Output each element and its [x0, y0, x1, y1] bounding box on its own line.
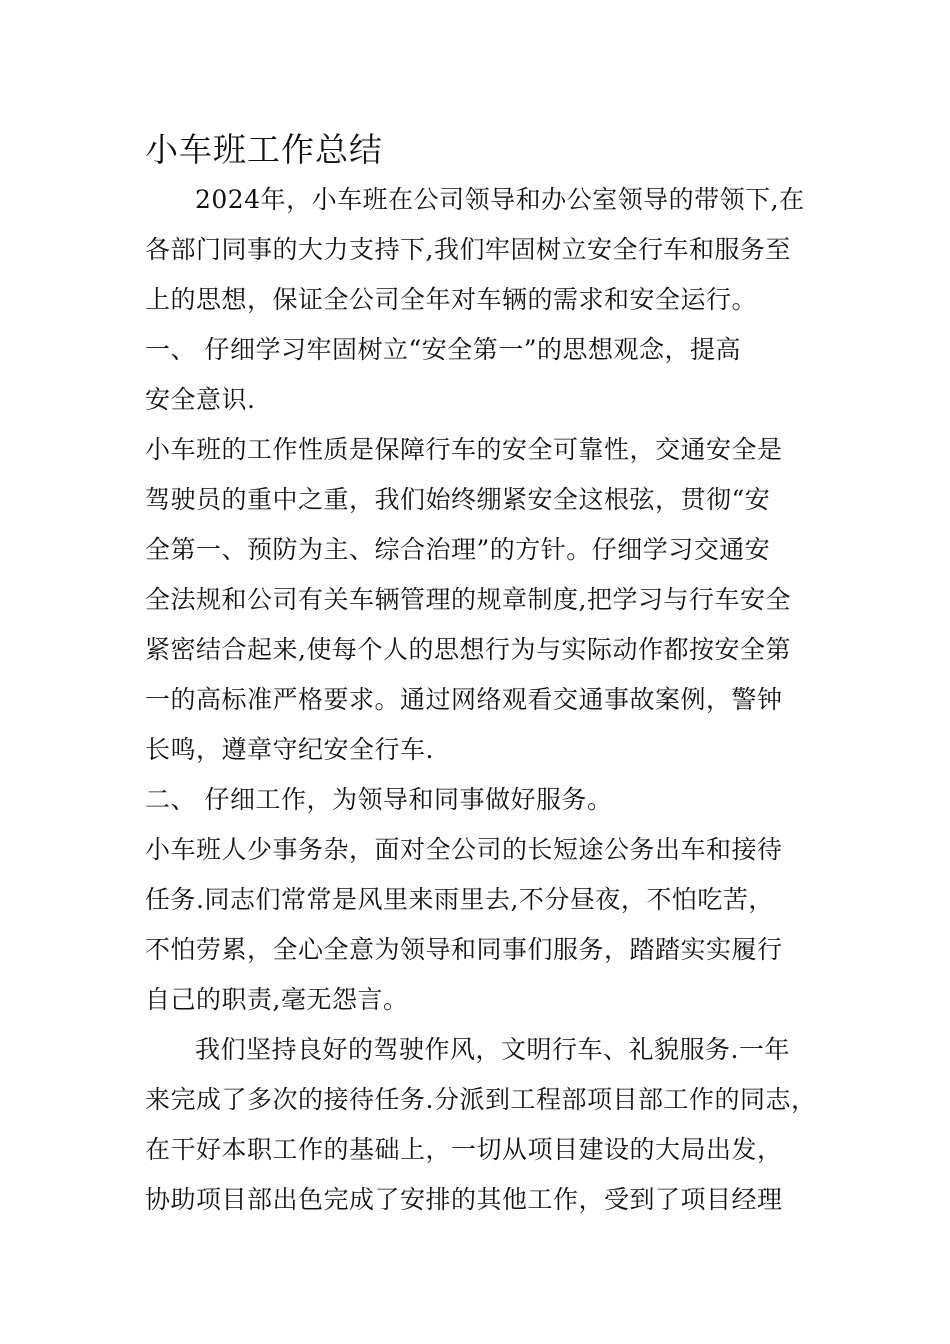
paragraph-line: 自己的职责,毫无怨言。 [145, 985, 409, 1014]
paragraph-line: 各部门同事的大力支持下,我们牢固树立安全行车和服务至 [145, 235, 791, 264]
paragraph-line: 协助项目部出色完成了安排的其他工作，受到了项目经理 [145, 1185, 783, 1214]
paragraph-line: 一的高标准严格要求。通过网络观看交通事故案例，警钟 [145, 685, 783, 714]
paragraph-line: 驾驶员的重中之重，我们始终绷紧安全这根弦，贯彻“安 [145, 485, 771, 514]
paragraph-line: 上的思想，保证全公司全年对车辆的需求和安全运行。 [145, 285, 758, 314]
paragraph-line: 长鸣，遵章守纪安全行车. [145, 735, 434, 764]
paragraph-line: 在干好本职工作的基础上，一切从项目建设的大局出发， [145, 1135, 783, 1164]
paragraph-line: 全法规和公司有关车辆管理的规章制度,把学习与行车安全 [145, 585, 791, 614]
section-heading-1: 一、 仔细学习牢固树立“安全第一”的思想观念，提高 [145, 335, 742, 364]
paragraph-line: 紧密结合起来,使每个人的思想行为与实际动作都按安全第 [145, 635, 791, 664]
section-heading-2: 二、 仔细工作，为领导和同事做好服务。 [145, 785, 613, 814]
section-heading-1-cont: 安全意识. [145, 385, 256, 414]
paragraph-line: 不怕劳累，全心全意为领导和同事们服务，踏踏实实履行 [145, 935, 783, 964]
paragraph-line: 来完成了多次的接待任务.分派到工程部项目部工作的同志， [145, 1085, 817, 1114]
paragraph-line: 全第一、预防为主、综合治理”的方针。仔细学习交通安 [145, 535, 771, 564]
paragraph-line: 小车班人少事务杂，面对全公司的长短途公务出车和接待 [145, 835, 783, 864]
paragraph-line: 2024年，小车班在公司领导和办公室领导的带领下,在 [195, 185, 805, 214]
paragraph-line: 我们坚持良好的驾驶作风，文明行车、礼貌服务.一年 [195, 1035, 790, 1064]
paragraph-line: 任务.同志们常常是风里来雨里去,不分昼夜，不怕吃苦， [145, 885, 774, 914]
paragraph-line: 小车班的工作性质是保障行车的安全可靠性，交通安全是 [145, 435, 783, 464]
document-title: 小车班工作总结 [145, 130, 383, 169]
